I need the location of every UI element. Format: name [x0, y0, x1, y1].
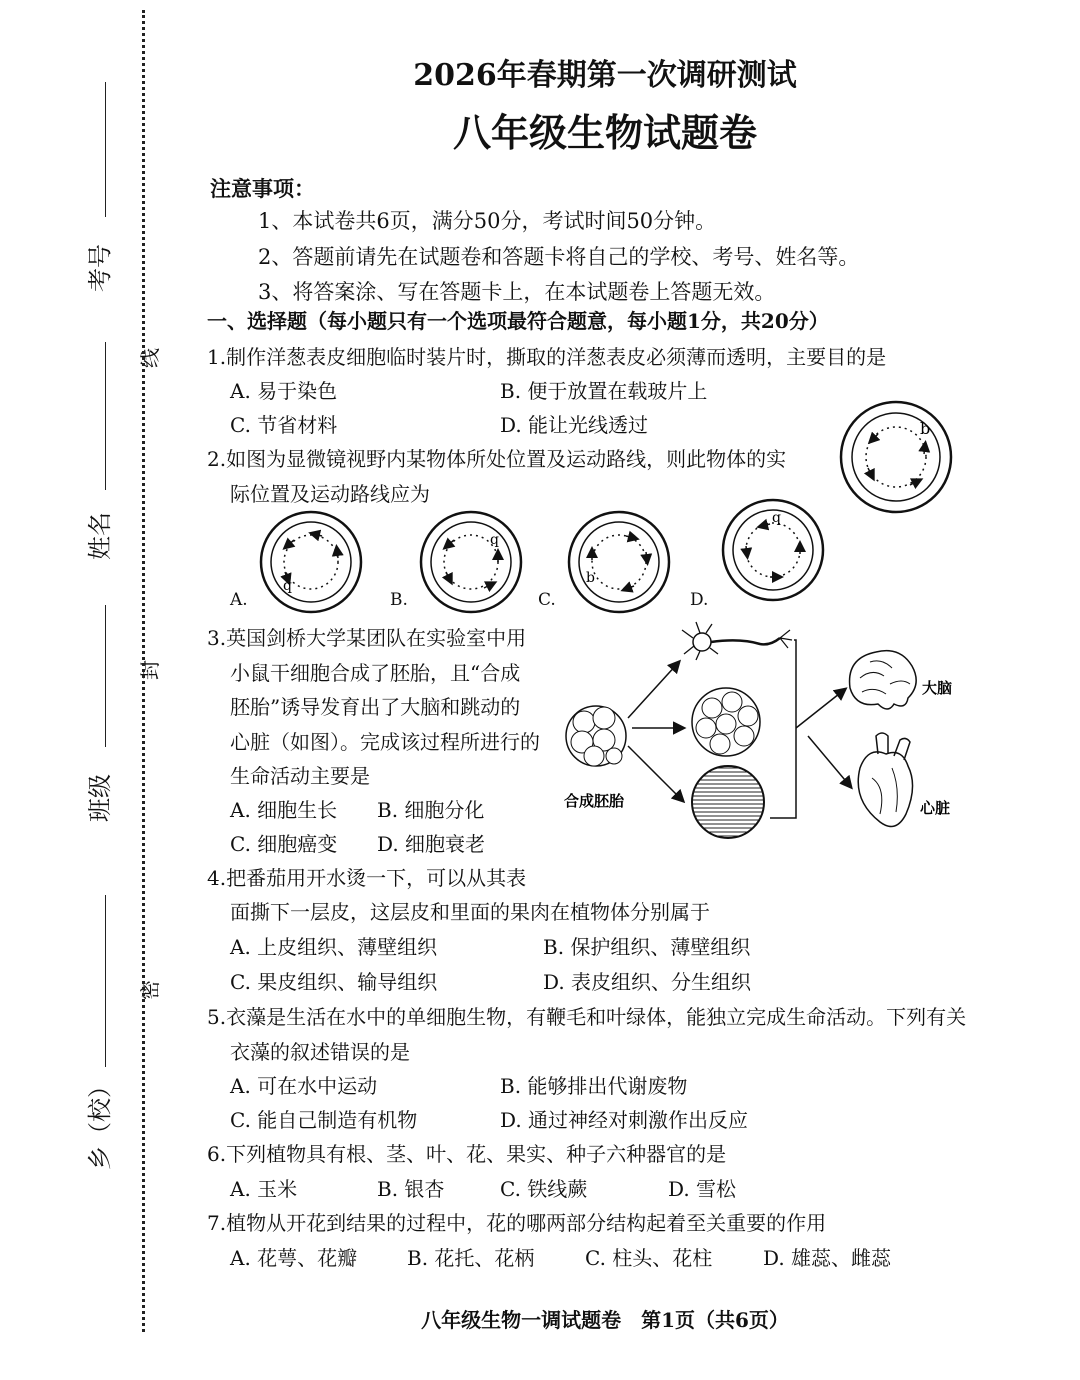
exam-subtitle: 八年级生物试题卷 — [452, 110, 757, 155]
q3-stem-line4: 心脏（如图）。完成该过程所进行的 — [230, 730, 540, 754]
q7-stem: 7.植物从开花到结果的过程中，花的哪两部分结构起着至关重要的作用 — [207, 1211, 827, 1235]
q1-option-a: A. 易于染色 — [230, 379, 338, 403]
q6-option-a: A. 玉米 — [230, 1177, 298, 1201]
q3-stem-line3: 胚胎”诱导发育出了大脑和跳动的 — [230, 695, 521, 719]
q3-option-a: A. 细胞生长 — [230, 798, 338, 822]
q4-option-b: B. 保护组织、薄壁组织 — [543, 935, 751, 959]
note-item-3: 3、将答案涂、写在答题卡上，在本试题卷上答题无效。 — [258, 280, 776, 304]
section-heading: 一、选择题（每小题只有一个选项最符合题意，每小题1分，共20分） — [207, 309, 829, 333]
seal-mark-xian: 线 — [138, 348, 162, 368]
q2-main-letter: b — [920, 419, 931, 438]
q2-b-letter: q — [490, 532, 499, 548]
q4-option-c: C. 果皮组织、输导组织 — [230, 970, 438, 994]
school-line — [105, 895, 106, 1067]
seal-mark-mi: 密 — [138, 980, 162, 1000]
q4-stem-line1: 4.把番茄用开水烫一下，可以从其表 — [207, 866, 527, 890]
seal-mark-feng: 封 — [138, 660, 162, 680]
q2-option-a-figure — [258, 510, 366, 614]
school-label: 乡（校） — [86, 1074, 114, 1170]
q4-stem-line2: 面撕下一层皮，这层皮和里面的果肉在植物体分别属于 — [230, 900, 710, 924]
neuron-icon — [682, 622, 792, 660]
q2-stem-line1: 2.如图为显微镜视野内某物体所处位置及运动路线，则此物体的实 — [207, 447, 787, 471]
class-line — [105, 605, 106, 747]
q5-option-c: C. 能自己制造有机物 — [230, 1108, 418, 1132]
q7-option-c: C. 柱头、花柱 — [585, 1246, 713, 1270]
heart-icon — [858, 733, 912, 827]
q6-option-c: C. 铁线蕨 — [500, 1177, 588, 1201]
name-label: 姓名 — [86, 512, 114, 560]
q2-option-a: A. — [230, 590, 248, 610]
q6-option-d: D. 雪松 — [668, 1177, 737, 1201]
q3-stem-line1: 3.英国剑桥大学某团队在实验室中用 — [207, 626, 527, 650]
q4-option-a: A. 上皮组织、薄壁组织 — [230, 935, 438, 959]
q7-option-b: B. 花托、花柄 — [407, 1246, 535, 1270]
cell-cluster-icon — [692, 688, 760, 756]
note-item-1: 1、本试卷共6页，满分50分，考试时间50分钟。 — [258, 209, 717, 233]
q5-option-b: B. 能够排出代谢废物 — [500, 1074, 688, 1098]
q7-option-a: A. 花萼、花瓣 — [230, 1246, 358, 1270]
q3-stem-line5: 生命活动主要是 — [230, 764, 370, 788]
q6-option-b: B. 银杏 — [377, 1177, 445, 1201]
exam-no-label: 考号 — [86, 244, 114, 292]
embryo-icon — [566, 706, 626, 766]
q2-main-figure — [838, 398, 956, 516]
q2-option-c-figure — [566, 510, 674, 614]
note-item-2: 2、答题前请先在试题卷和答题卡将自己的学校、考号、姓名等。 — [258, 245, 860, 269]
class-label: 班级 — [86, 774, 114, 822]
q2-option-b: B. — [390, 590, 408, 610]
q2-a-letter: q — [283, 578, 292, 594]
q1-option-b: B. 便于放置在载玻片上 — [500, 379, 708, 403]
q5-stem-line1: 5.衣藻是生活在水中的单细胞生物，有鞭毛和叶绿体，能独立完成生命活动。下列有关 — [207, 1005, 967, 1029]
q4-option-d: D. 表皮组织、分生组织 — [543, 970, 752, 994]
q3-figure — [560, 618, 980, 840]
q1-stem: 1.制作洋葱表皮细胞临时装片时，撕取的洋葱表皮必须薄而透明，主要目的是 — [207, 345, 887, 369]
q2-option-d: D. — [690, 590, 709, 610]
name-line — [105, 342, 106, 490]
q5-stem-line2: 衣藻的叙述错误的是 — [230, 1040, 410, 1064]
q3-option-c: C. 细胞癌变 — [230, 832, 338, 856]
muscle-tissue-icon — [692, 766, 764, 838]
q1-option-c: C. 节省材料 — [230, 413, 338, 437]
q2-option-b-figure — [418, 510, 526, 614]
q2-d-letter: q — [772, 510, 781, 526]
q5-option-a: A. 可在水中运动 — [230, 1074, 378, 1098]
q2-option-c: C. — [538, 590, 556, 610]
notes-heading: 注意事项： — [210, 176, 315, 201]
q2-c-letter: b — [586, 570, 595, 586]
embryo-label: 合成胚胎 — [564, 792, 625, 810]
q2-stem-line2: 际位置及运动路线应为 — [230, 482, 430, 506]
heart-label: 心脏 — [920, 799, 951, 817]
q2-option-d-figure — [720, 498, 828, 602]
brain-label: 大脑 — [922, 679, 953, 697]
q5-option-d: D. 通过神经对刺激作出反应 — [500, 1108, 749, 1132]
binding-dotted-line — [142, 10, 145, 1332]
q1-option-d: D. 能让光线透过 — [500, 413, 649, 437]
exam-title: 2026年春期第一次调研测试 — [413, 58, 797, 93]
q3-option-b: B. 细胞分化 — [377, 798, 485, 822]
q6-stem: 6.下列植物具有根、茎、叶、花、果实、种子六种器官的是 — [207, 1142, 727, 1166]
q3-stem-line2: 小鼠干细胞合成了胚胎，且“合成 — [230, 661, 521, 685]
q3-option-d: D. 细胞衰老 — [377, 832, 486, 856]
page-footer: 八年级生物一调试题卷 第1页（共6页） — [421, 1308, 789, 1332]
brain-icon — [850, 651, 917, 709]
q7-option-d: D. 雄蕊、雌蕊 — [763, 1246, 892, 1270]
